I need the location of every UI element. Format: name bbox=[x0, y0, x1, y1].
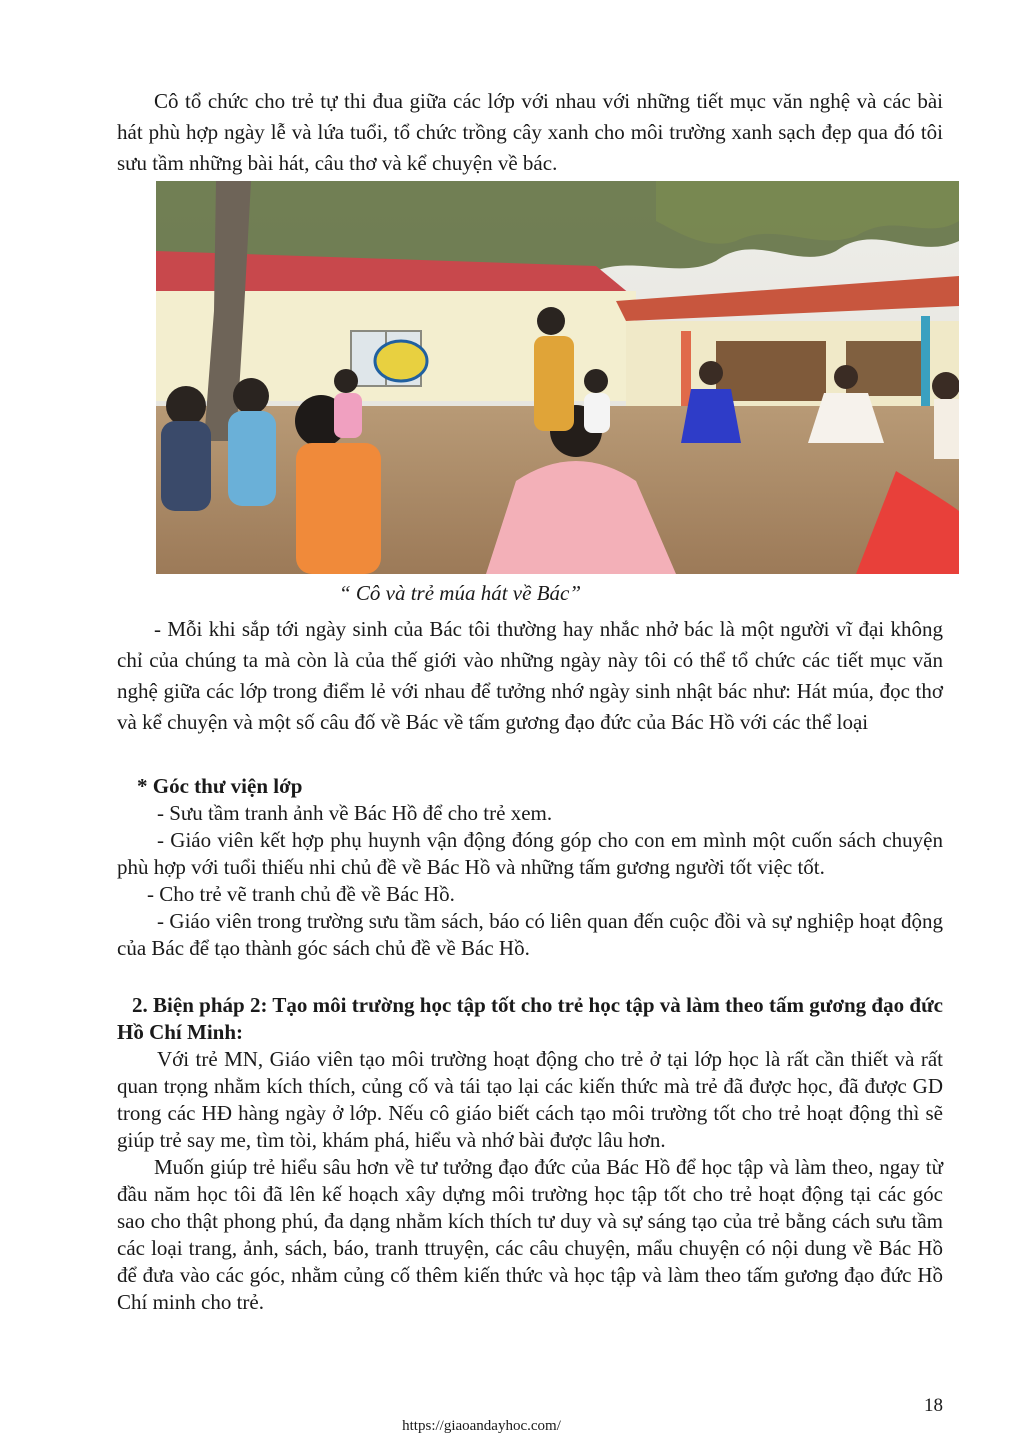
library-item: - Cho trẻ vẽ tranh chủ đề về Bác Hồ. bbox=[147, 882, 455, 906]
intro-paragraph-block bbox=[117, 86, 943, 179]
page-number: 18 bbox=[924, 1395, 943, 1416]
birthday-paragraph-block bbox=[117, 614, 943, 738]
photo-caption: “ Cô và trẻ múa hát về Bác” bbox=[338, 581, 582, 605]
photo-teacher-children-dancing bbox=[156, 181, 959, 574]
intro-paragraph: Cô tổ chức cho trẻ tự thi đua giữa các lớp với nhau với những tiết mục văn nghệ và các bài hát phù hợp ngày lễ và lứa tuổi, tổ chức trồng cây xanh cho môi trường xanh sạch đẹp qua đó tôi sưu tầm những bài hát, câu thơ và kể chuyện về bác. bbox=[117, 89, 943, 175]
measure-2-section bbox=[117, 992, 943, 1316]
photo-illustration bbox=[156, 181, 959, 574]
library-item: - Giáo viên trong trường sưu tầm sách, báo có liên quan đến cuộc đồi và sự nghiệp hoạt động của Bác để tạo thành góc sách chủ đề về Bác Hồ. bbox=[117, 909, 943, 960]
measure-2-heading: 2. Biện pháp 2: Tạo môi trường học tập tốt cho trẻ học tập và làm theo tấm gương đạo đức Hồ Chí Minh: bbox=[117, 993, 943, 1044]
library-heading: * Góc thư viện lớp bbox=[137, 774, 303, 798]
measure-2-paragraph: Với trẻ MN, Giáo viên tạo môi trường hoạt động cho trẻ ở tại lớp học là rất cần thiết và rất quan trọng nhằm kích thích, củng cố và tái tạo lại các kiến thức mà trẻ đã được học, đã được GD trong các HĐ hàng ngày ở lớp. Nếu cô giáo biết cách tạo môi trường tốt cho trẻ hoạt động thì sẽ giúp trẻ say me, tìm tòi, khám phá, hiểu và nhớ bài được lâu hơn. bbox=[117, 1047, 943, 1152]
library-item: - Giáo viên kết hợp phụ huynh vận động đóng góp cho con em mình một cuốn sách chuyện phù hợp với tuổi thiếu nhi chủ đề về Bác Hồ và những tấm gương người tốt việc tốt. bbox=[117, 828, 943, 879]
measure-2-paragraph: Muốn giúp trẻ hiểu sâu hơn về tư tưởng đạo đức của Bác Hồ để học tập và làm theo, ngay từ đầu năm học tôi đã lên kế hoạch xây dựng môi trường học tập tốt cho trẻ hoạt động tại các góc sao cho thật phong phú, đa dạng nhằm kích thích tư duy và sự sáng tạo của trẻ bằng cách sưu tầm các loại trang, ảnh, sách, báo, tranh ttruyện, các câu chuyện, mẩu chuyện có nội dung về Bác Hồ để đưa vào các góc, nhằm củng cố thêm kiến thức và học tập và làm theo tấm gương đạo đức Hồ Chí minh cho trẻ. bbox=[117, 1155, 943, 1314]
footer-url[interactable]: https://giaoandayhoc.com/ bbox=[402, 1418, 561, 1434]
birthday-paragraph: - Mỗi khi sắp tới ngày sinh của Bác tôi thường hay nhắc nhở bác là một người vĩ đại không chỉ của chúng ta mà còn là của thế giới vào những ngày này tôi có thể tổ chức các tiết mục văn nghệ giữa các lớp trong điểm lẻ với nhau để tưởng nhớ ngày sinh nhật bác như: Hát múa, đọc thơ và kể chuyện và một số câu đố về Bác về tấm gương đạo đức của Bác Hồ với các thể loại bbox=[117, 617, 943, 734]
library-section bbox=[117, 773, 943, 962]
library-item: - Sưu tầm tranh ảnh về Bác Hồ để cho trẻ xem. bbox=[157, 801, 553, 825]
